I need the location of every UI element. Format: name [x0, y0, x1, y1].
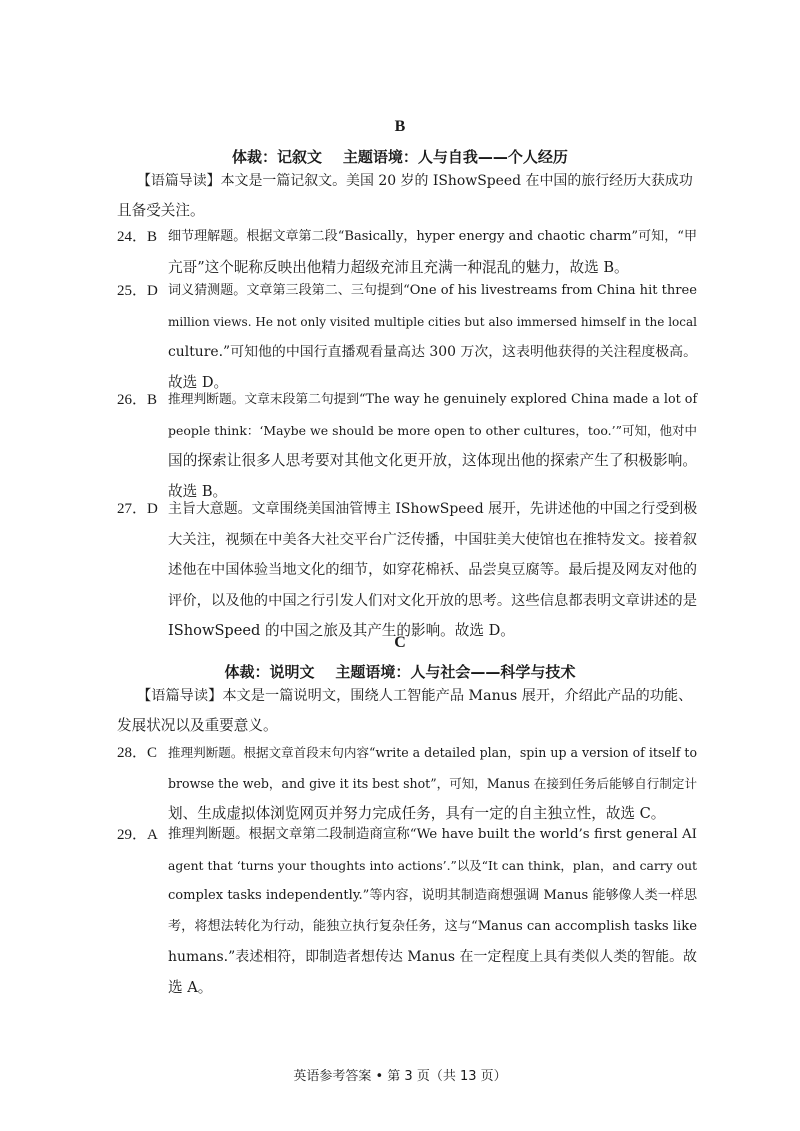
answer-27 — [117, 494, 697, 647]
guide-line: 且备受关注。 — [117, 202, 205, 219]
answer-line: 亢哥”这个昵称反映出他精力超级充沛且充满一种混乱的魅力，故选 B。 — [168, 258, 629, 276]
answer-line: 细节理解题。根据文章第二段“Basically，hyper energy and chaotic charm”可知，“甲 — [168, 229, 697, 244]
answer-line: people think：‘Maybe we should be more open to other cultures，too.’”可知，他对中 — [168, 422, 697, 438]
answer-line: agent that ‘turns your thoughts into actions’.”以及“It can think，plan，and carry out — [168, 858, 697, 873]
answer-line: million views. He not only visited multiple cities but also immersed himself in the local — [168, 314, 697, 329]
answer-25 — [117, 276, 697, 398]
section-c-letter: C — [394, 634, 406, 651]
answer-line: 故选 B。 — [168, 482, 228, 500]
answer-line: complex tasks independently.”等内容，说明其制造商想强调 Manus 能够像人类一样思 — [168, 888, 697, 903]
answer-line: 述他在中国体验当地文化的细节，如穿花棉袄、品尝臭豆腐等。最后提及网友对他的 — [168, 562, 697, 578]
answer-line: 主旨大意题。文章围绕美国油管博主 IShowSpeed 展开，先讲述他的中国之行受到极 — [168, 501, 698, 517]
answer-number: 24．B — [117, 229, 158, 245]
answer-24 — [117, 222, 697, 283]
answer-line: 大关注，视频在中美各大社交平台广泛传播，中国驻美大使馆也在推特发文。接着叙 — [168, 531, 697, 548]
answer-line: 故选 D。 — [168, 373, 229, 391]
answer-number: 29．A — [117, 827, 158, 843]
answer-line: 推理判断题。文章末段第二句提到“The way he genuinely explored China made a lot of — [168, 392, 698, 407]
answer-line: 选 A。 — [168, 978, 213, 996]
section-c-heading: 体裁：说明文 主题语境：人与社会——科学与技术 — [224, 663, 576, 681]
answer-line: humans.”表述相符，即制造者想传达 Manus 在一定程度上具有类似人类的智能。故 — [168, 949, 697, 965]
answer-number: 26．B — [117, 392, 158, 408]
answer-line: IShowSpeed 的中国之旅及其产生的影响。故选 D。 — [168, 622, 515, 639]
guide-line: 【语篇导读】本文是一篇说明文，围绕人工智能产品 Manus 展开，介绍此产品的功能、 — [137, 688, 693, 704]
section-b-letter: B — [394, 118, 406, 135]
answer-29 — [117, 820, 697, 1003]
guide-line: 发展状况以及重要意义。 — [117, 717, 278, 734]
answer-line: 词义猜测题。文章第三段第二、三句提到“One of his livestreams from China hit three — [168, 283, 697, 298]
answer-line: 推理判断题。根据文章第二段制造商宣称“We have built the world’s first general AI — [168, 827, 697, 842]
answer-line: 国的探索让很多人思考要对其他文化更开放，这体现出他的探索产生了积极影响。 — [168, 452, 697, 469]
answer-line: culture.”可知他的中国行直播观看量高达 300 万次，这表明他获得的关注程度极高。 — [168, 344, 697, 360]
section-c-guide — [117, 681, 692, 741]
page-footer: 英语参考答案 • 第 3 页（共 13 页） — [293, 1069, 507, 1084]
answer-line: 划、生成虚拟体浏览网页并努力完成任务，具有一定的自主独立性，故选 C。 — [168, 805, 666, 822]
answer-number: 27．D — [117, 501, 158, 517]
section-b-heading: 体裁：记叙文 主题语境：人与自我——个人经历 — [232, 148, 568, 166]
answer-number: 28．C — [117, 745, 158, 761]
section-b-guide — [117, 166, 692, 226]
answer-28 — [117, 738, 697, 830]
guide-line: 【语篇导读】本文是一篇记叙文。美国 20 岁的 IShowSpeed 在中国的旅行经历大获成功 — [137, 173, 693, 189]
answer-line: 评价，以及他的中国之行引发人们对文化开放的思考。这些信息都表明文章讲述的是 — [168, 592, 697, 609]
answer-number: 25．D — [117, 283, 158, 299]
answer-line: browse the web，and give it its best shot”，可知，Manus 在接到任务后能够自行制定计 — [168, 775, 697, 791]
answer-line: 推理判断题。根据文章首段末句内容“write a detailed plan，spin up a version of itself to — [168, 745, 697, 760]
answer-line: 考，将想法转化为行动，能独立执行复杂任务，这与“Manus can accomplish tasks like — [168, 918, 697, 934]
answer-26 — [117, 385, 697, 507]
